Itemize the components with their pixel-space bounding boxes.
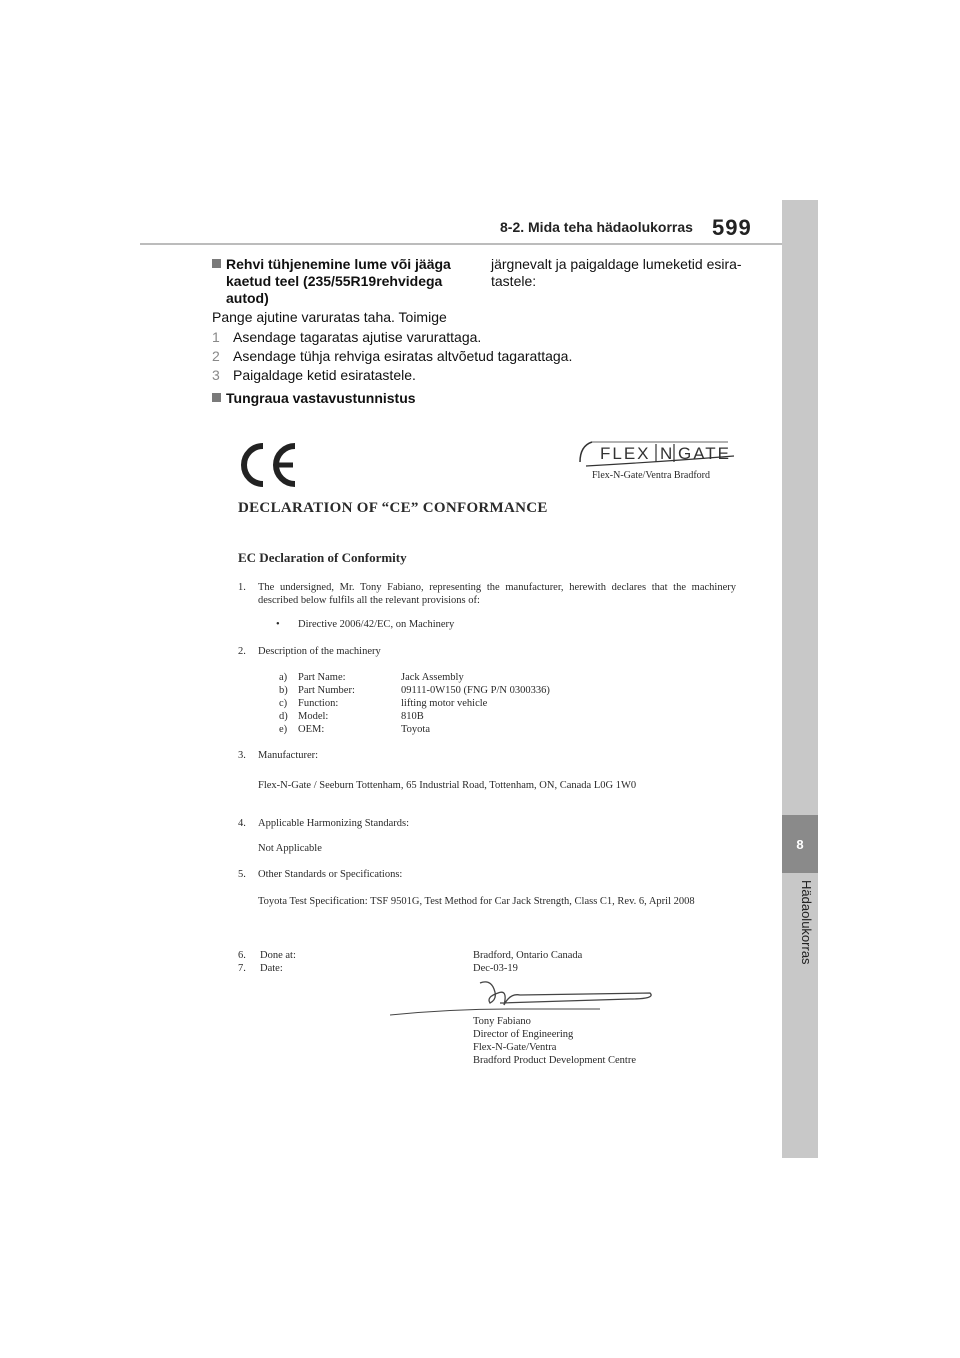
item-5-title: Other Standards or Specifications: [258,869,403,880]
machinery-label: Part Number: [298,685,355,696]
item-4-value: Not Applicable [258,843,322,854]
ec-declaration-title: EC Declaration of Conformity [238,550,407,565]
section-intro: Pange ajutine varuratas taha. Toimige [212,309,447,325]
machinery-key: e) [279,724,288,735]
machinery-label: Part Name: [298,672,346,683]
item-4-title: Applicable Harmonizing Standards: [258,818,410,829]
machinery-key: c) [279,698,288,709]
item-1-text: The undersigned, Mr. Tony Fabiano, representing the manufacturer, herewith declares that the machinery described below fulfils all the relevant provisions of: [258,582,736,606]
item-3-number: 3. [238,750,246,761]
item-7-label: Date: [260,963,283,974]
chapter-side-tab [782,200,818,1158]
machinery-key: d) [279,711,288,722]
machinery-key: a) [279,672,288,683]
item-6-number: 6. [238,950,246,961]
section-continuation-text: järgnevalt ja paigaldage lumeketid esira-tastele: [491,256,742,289]
machinery-value: 09111-0W150 (FNG P/N 0300336) [401,685,550,696]
chapter-label: Hädaolukorras [799,880,814,965]
item-7-number: 7. [238,963,246,974]
step-2: 2 Asendage tühja rehviga esiratas altvõetud tagarattaga. [212,348,573,364]
signer-company: Flex-N-Gate/Ventra [473,1042,557,1053]
svg-text:N: N [660,444,673,463]
manufacturer-address: Flex-N-Gate / Seeburn Tottenham, 65 Industrial Road, Tottenham, ON, Canada L0G 1W0 [258,780,637,791]
step-1: 1 Asendage tagaratas ajutise varurattaga. [212,329,482,345]
flex-n-gate-logo [578,432,738,472]
machinery-key: b) [279,685,288,696]
item-7-value: Dec-03-19 [473,963,518,974]
svg-text:GATE: GATE [678,444,732,463]
bullet-square-icon [212,259,221,268]
bullet-square-icon [212,393,221,402]
machinery-value: 810B [401,711,424,722]
step-3: 3 Paigaldage ketid esiratastele. [212,367,416,383]
chapter-number: 8 [782,815,818,873]
signer-title: Director of Engineering [473,1029,574,1040]
directive-bullet-icon: • [276,619,280,630]
machinery-label: Function: [298,698,339,709]
item-2-number: 2. [238,646,246,657]
machinery-value: Jack Assembly [401,672,464,683]
section-header: 8-2. Mida teha hädaolukorras [500,219,693,235]
section-heading-jack-conformity: Tungraua vastavustunnistus [212,390,416,406]
item-6-value: Bradford, Ontario Canada [473,950,583,961]
declaration-title: DECLARATION OF “CE” CONFORMANCE [238,500,548,516]
machinery-value: lifting motor vehicle [401,698,488,709]
ce-mark-logo [235,440,299,490]
directive-text: Directive 2006/42/EC, on Machinery [298,619,455,630]
signer-centre: Bradford Product Development Centre [473,1055,636,1066]
item-1-number: 1. [238,582,246,593]
item-4-number: 4. [238,818,246,829]
section-heading-snow-ice: Rehvi tühjenemine lume või jääga kaetud teel (235/55R19rehvidega autod) [212,256,472,307]
item-6-label: Done at: [260,950,296,961]
page-number: 599 [712,215,752,240]
company-subtitle: Flex-N-Gate/Ventra Bradford [592,470,711,481]
signer-name: Tony Fabiano [473,1016,531,1027]
item-2-title: Description of the machinery [258,646,381,657]
svg-text:FLEX: FLEX [600,444,651,463]
machinery-value: Toyota [401,724,431,735]
item-5-value: Toyota Test Specification: TSF 9501G, Test Method for Car Jack Strength, Class C1, Rev. 6, April 2008 [258,896,695,907]
item-5-number: 5. [238,869,246,880]
item-3-title: Manufacturer: [258,750,319,761]
machinery-label: Model: [298,711,329,722]
header-divider [140,243,782,245]
machinery-label: OEM: [298,724,325,735]
signature-graphic [390,975,660,1020]
